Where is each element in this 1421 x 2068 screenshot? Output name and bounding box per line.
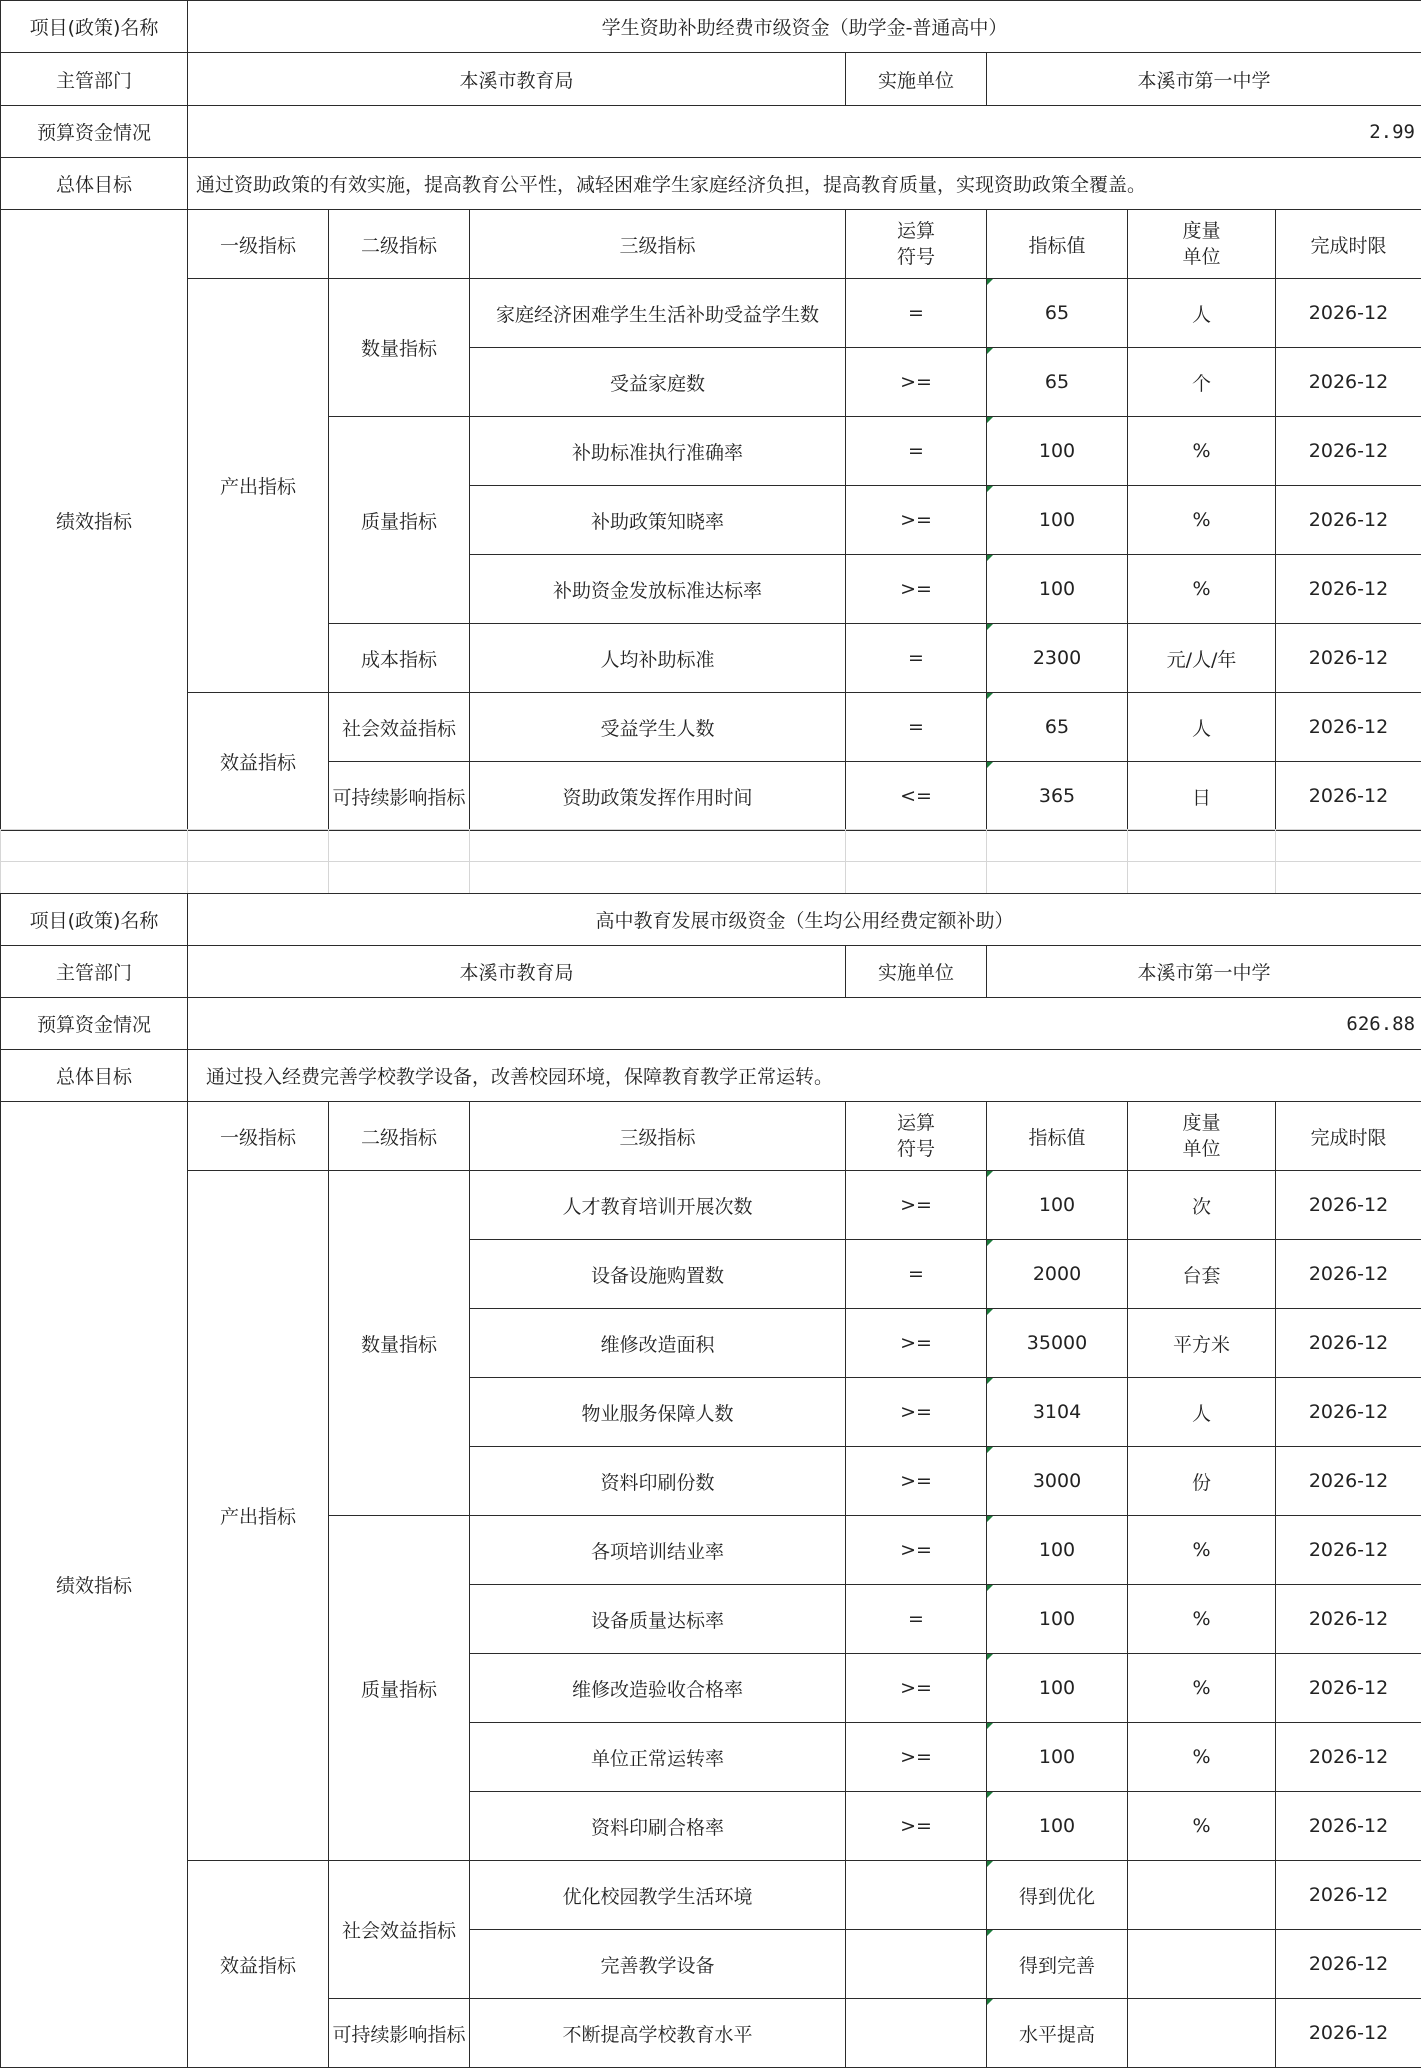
dept-value: 本溪市教育局 xyxy=(188,946,846,998)
indicator-name: 设备设施购置数 xyxy=(470,1240,846,1309)
indicator-unit xyxy=(1128,1930,1276,1999)
indicator-op: = xyxy=(846,1240,987,1309)
header-operator: 运算 符号 xyxy=(846,1102,987,1171)
indicator-unit: 个 xyxy=(1128,348,1276,417)
indicator-unit: 份 xyxy=(1128,1447,1276,1516)
group-benefit: 效益指标 xyxy=(188,1861,329,2068)
indicator-unit: 日 xyxy=(1128,762,1276,831)
empty-row xyxy=(1,830,1421,862)
group-sustain: 可持续影响指标 xyxy=(329,762,470,831)
budget-label: 预算资金情况 xyxy=(1,998,188,1050)
indicator-unit: 元/人/年 xyxy=(1128,624,1276,693)
budget-value: 2.99 xyxy=(188,106,1421,158)
indicator-unit xyxy=(1128,1861,1276,1930)
indicator-name: 补助标准执行准确率 xyxy=(470,417,846,486)
group-quality: 质量指标 xyxy=(329,417,470,624)
indicator-value: 3000 xyxy=(987,1447,1128,1516)
indicator-name: 不断提高学校教育水平 xyxy=(470,1999,846,2068)
indicator-name: 完善教学设备 xyxy=(470,1930,846,1999)
goal-value: 通过投入经费完善学校教学设备，改善校园环境，保障教育教学正常运转。 xyxy=(188,1050,1421,1102)
indicator-op xyxy=(846,1861,987,1930)
header-level3: 三级指标 xyxy=(470,1102,846,1171)
header-value: 指标值 xyxy=(987,1102,1128,1171)
indicator-name: 单位正常运转率 xyxy=(470,1723,846,1792)
dept-label: 主管部门 xyxy=(1,53,188,106)
indicator-deadline: 2026-12 xyxy=(1276,1585,1421,1654)
indicator-op: = xyxy=(846,417,987,486)
impl-unit-value: 本溪市第一中学 xyxy=(987,53,1421,106)
header-level1: 一级指标 xyxy=(188,1102,329,1171)
indicator-unit: 人 xyxy=(1128,1378,1276,1447)
project-name-value: 高中教育发展市级资金（生均公用经费定额补助） xyxy=(188,894,1421,946)
project-table-1 xyxy=(0,0,1421,831)
indicator-value: 100 xyxy=(987,1516,1128,1585)
indicator-value: 100 xyxy=(987,1723,1128,1792)
indicator-deadline: 2026-12 xyxy=(1276,624,1421,693)
indicator-op: = xyxy=(846,624,987,693)
indicator-value: 35000 xyxy=(987,1309,1128,1378)
indicator-name: 受益家庭数 xyxy=(470,348,846,417)
indicator-deadline: 2026-12 xyxy=(1276,486,1421,555)
indicator-deadline: 2026-12 xyxy=(1276,1930,1421,1999)
indicator-unit: % xyxy=(1128,1792,1276,1861)
indicator-name: 优化校园教学生活环境 xyxy=(470,1861,846,1930)
indicator-value: 100 xyxy=(987,417,1128,486)
indicator-name: 补助政策知晓率 xyxy=(470,486,846,555)
indicator-unit: % xyxy=(1128,555,1276,624)
indicator-op: = xyxy=(846,279,987,348)
indicator-op: >= xyxy=(846,1378,987,1447)
group-quantity: 数量指标 xyxy=(329,1171,470,1516)
header-level2: 二级指标 xyxy=(329,210,470,279)
indicator-op xyxy=(846,1999,987,2068)
header-level3: 三级指标 xyxy=(470,210,846,279)
indicator-value: 得到优化 xyxy=(987,1861,1128,1930)
perf-label: 绩效指标 xyxy=(1,1102,188,2068)
indicator-op: >= xyxy=(846,555,987,624)
perf-label: 绩效指标 xyxy=(1,210,188,831)
budget-label: 预算资金情况 xyxy=(1,106,188,158)
indicator-value: 水平提高 xyxy=(987,1999,1128,2068)
indicator-unit xyxy=(1128,1999,1276,2068)
header-level1: 一级指标 xyxy=(188,210,329,279)
indicator-deadline: 2026-12 xyxy=(1276,693,1421,762)
indicator-op: >= xyxy=(846,1792,987,1861)
dept-value: 本溪市教育局 xyxy=(188,53,846,106)
impl-unit-label: 实施单位 xyxy=(846,946,987,998)
project-table-2 xyxy=(0,893,1421,2068)
indicator-unit: 平方米 xyxy=(1128,1309,1276,1378)
indicator-deadline: 2026-12 xyxy=(1276,1999,1421,2068)
indicator-op: >= xyxy=(846,1447,987,1516)
indicator-unit: % xyxy=(1128,1516,1276,1585)
indicator-unit: % xyxy=(1128,1654,1276,1723)
impl-unit-value: 本溪市第一中学 xyxy=(987,946,1421,998)
indicator-value: 100 xyxy=(987,1585,1128,1654)
indicator-value: 得到完善 xyxy=(987,1930,1128,1999)
indicator-value: 2000 xyxy=(987,1240,1128,1309)
group-output: 产出指标 xyxy=(188,279,329,693)
indicator-op xyxy=(846,1930,987,1999)
indicator-deadline: 2026-12 xyxy=(1276,555,1421,624)
indicator-name: 人均补助标准 xyxy=(470,624,846,693)
indicator-name: 各项培训结业率 xyxy=(470,1516,846,1585)
indicator-name: 资助政策发挥作用时间 xyxy=(470,762,846,831)
indicator-name: 人才教育培训开展次数 xyxy=(470,1171,846,1240)
indicator-value: 100 xyxy=(987,1792,1128,1861)
indicator-unit: % xyxy=(1128,1585,1276,1654)
indicator-deadline: 2026-12 xyxy=(1276,1171,1421,1240)
indicator-deadline: 2026-12 xyxy=(1276,1240,1421,1309)
header-deadline: 完成时限 xyxy=(1276,210,1421,279)
header-operator: 运算 符号 xyxy=(846,210,987,279)
group-benefit: 效益指标 xyxy=(188,693,329,831)
indicator-value: 65 xyxy=(987,693,1128,762)
indicator-value: 65 xyxy=(987,348,1128,417)
indicator-name: 维修改造面积 xyxy=(470,1309,846,1378)
group-quantity: 数量指标 xyxy=(329,279,470,417)
group-quality: 质量指标 xyxy=(329,1516,470,1861)
indicator-op: = xyxy=(846,1585,987,1654)
goal-value: 通过资助政策的有效实施，提高教育公平性，减轻困难学生家庭经济负担，提高教育质量，实现资助政策全覆盖。 xyxy=(188,158,1421,210)
indicator-value: 2300 xyxy=(987,624,1128,693)
group-social: 社会效益指标 xyxy=(329,1861,470,1999)
group-cost: 成本指标 xyxy=(329,624,470,693)
indicator-unit: 人 xyxy=(1128,279,1276,348)
indicator-value: 100 xyxy=(987,1171,1128,1240)
project-name-label: 项目(政策)名称 xyxy=(1,1,188,53)
group-social: 社会效益指标 xyxy=(329,693,470,762)
impl-unit-label: 实施单位 xyxy=(846,53,987,106)
indicator-op: >= xyxy=(846,1723,987,1792)
indicator-op: >= xyxy=(846,1309,987,1378)
indicator-op: >= xyxy=(846,1654,987,1723)
indicator-deadline: 2026-12 xyxy=(1276,1792,1421,1861)
indicator-deadline: 2026-12 xyxy=(1276,1447,1421,1516)
indicator-deadline: 2026-12 xyxy=(1276,1861,1421,1930)
indicator-unit: % xyxy=(1128,1723,1276,1792)
indicator-deadline: 2026-12 xyxy=(1276,762,1421,831)
budget-value: 626.88 xyxy=(188,998,1421,1050)
header-unit: 度量 单位 xyxy=(1128,1102,1276,1171)
indicator-deadline: 2026-12 xyxy=(1276,1309,1421,1378)
goal-label: 总体目标 xyxy=(1,1050,188,1102)
group-sustain: 可持续影响指标 xyxy=(329,1999,470,2068)
indicator-value: 3104 xyxy=(987,1378,1128,1447)
indicator-name: 维修改造验收合格率 xyxy=(470,1654,846,1723)
dept-label: 主管部门 xyxy=(1,946,188,998)
indicator-unit: % xyxy=(1128,486,1276,555)
indicator-value: 100 xyxy=(987,486,1128,555)
indicator-name: 资料印刷份数 xyxy=(470,1447,846,1516)
empty-row xyxy=(1,862,1421,894)
goal-label: 总体目标 xyxy=(1,158,188,210)
indicator-name: 受益学生人数 xyxy=(470,693,846,762)
indicator-value: 365 xyxy=(987,762,1128,831)
header-unit: 度量 单位 xyxy=(1128,210,1276,279)
header-value: 指标值 xyxy=(987,210,1128,279)
indicator-value: 65 xyxy=(987,279,1128,348)
header-deadline: 完成时限 xyxy=(1276,1102,1421,1171)
indicator-deadline: 2026-12 xyxy=(1276,1378,1421,1447)
indicator-op: <= xyxy=(846,762,987,831)
indicator-deadline: 2026-12 xyxy=(1276,417,1421,486)
indicator-deadline: 2026-12 xyxy=(1276,1516,1421,1585)
indicator-value: 100 xyxy=(987,555,1128,624)
indicator-deadline: 2026-12 xyxy=(1276,1723,1421,1792)
indicator-op: >= xyxy=(846,1516,987,1585)
indicator-unit: 台套 xyxy=(1128,1240,1276,1309)
indicator-unit: % xyxy=(1128,417,1276,486)
indicator-op: >= xyxy=(846,348,987,417)
indicator-op: >= xyxy=(846,1171,987,1240)
spreadsheet-gap xyxy=(0,829,1421,894)
indicator-op: = xyxy=(846,693,987,762)
header-level2: 二级指标 xyxy=(329,1102,470,1171)
indicator-name: 补助资金发放标准达标率 xyxy=(470,555,846,624)
indicator-value: 100 xyxy=(987,1654,1128,1723)
indicator-deadline: 2026-12 xyxy=(1276,348,1421,417)
indicator-unit: 人 xyxy=(1128,693,1276,762)
indicator-name: 物业服务保障人数 xyxy=(470,1378,846,1447)
indicator-deadline: 2026-12 xyxy=(1276,1654,1421,1723)
indicator-op: >= xyxy=(846,486,987,555)
indicator-deadline: 2026-12 xyxy=(1276,279,1421,348)
indicator-name: 设备质量达标率 xyxy=(470,1585,846,1654)
indicator-name: 资料印刷合格率 xyxy=(470,1792,846,1861)
project-name-value: 学生资助补助经费市级资金（助学金-普通高中） xyxy=(188,1,1421,53)
project-name-label: 项目(政策)名称 xyxy=(1,894,188,946)
indicator-name: 家庭经济困难学生生活补助受益学生数 xyxy=(470,279,846,348)
group-output: 产出指标 xyxy=(188,1171,329,1861)
indicator-unit: 次 xyxy=(1128,1171,1276,1240)
